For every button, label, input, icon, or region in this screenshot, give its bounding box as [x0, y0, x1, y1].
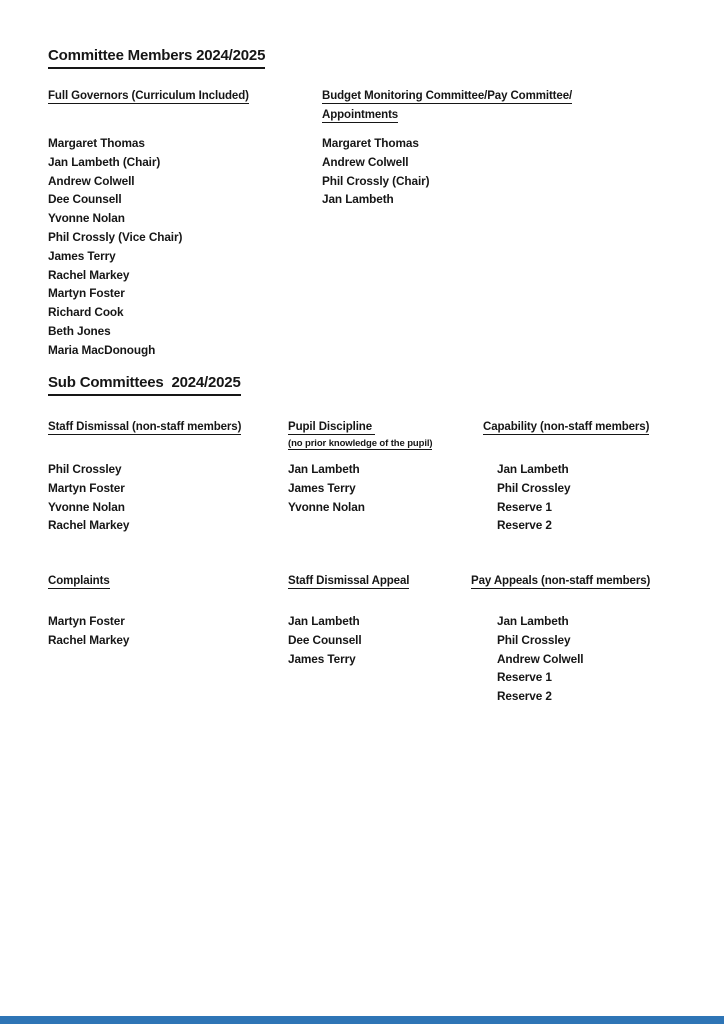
member-name: Phil Crossley — [497, 632, 571, 647]
member-name: Phil Crossly (Vice Chair) — [48, 229, 183, 244]
member-name: Jan Lambeth — [322, 192, 394, 207]
staff-dismissal-heading: Staff Dismissal (non-staff members) — [48, 418, 241, 437]
member-name: Richard Cook — [48, 305, 124, 320]
member-name: Phil Crossly (Chair) — [322, 173, 430, 188]
member-name: Rachel Markey — [48, 632, 130, 647]
member-name: James Terry — [288, 480, 356, 495]
member-name: Phil Crossley — [48, 462, 122, 476]
capability-heading: Capability (non-staff members) — [483, 418, 649, 437]
full-governors-members — [48, 134, 182, 360]
footer-bar — [0, 1016, 724, 1024]
member-name: Reserve 1 — [497, 670, 552, 685]
pupil-discipline-heading: Pupil Discipline (no prior knowledge of the pupil) — [288, 418, 432, 451]
capability-members — [497, 460, 570, 535]
member-name: Martyn Foster — [48, 480, 125, 495]
member-name: Jan Lambeth — [497, 614, 569, 628]
complaints-members — [48, 612, 129, 650]
full-governors-heading: Full Governors (Curriculum Included) — [48, 87, 249, 106]
pupil-discipline-members — [288, 460, 365, 516]
member-name: Jan Lambeth — [288, 462, 360, 476]
member-name: Rachel Markey — [48, 267, 130, 282]
member-name: Yvonne Nolan — [48, 499, 125, 514]
member-name: Margaret Thomas — [322, 136, 419, 150]
staff-dismissal-members — [48, 460, 129, 535]
sub-committees-title: Sub Committees 2024/2025 — [48, 373, 241, 396]
member-name: Reserve 1 — [497, 499, 552, 514]
member-name: Beth Jones — [48, 323, 111, 338]
member-name: Jan Lambeth (Chair) — [48, 154, 161, 169]
complaints-heading: Complaints — [48, 572, 110, 591]
staff-dismissal-appeal-heading: Staff Dismissal Appeal — [288, 572, 409, 591]
member-name: Andrew Colwell — [497, 651, 584, 666]
member-name: Margaret Thomas — [48, 136, 145, 150]
budget-committee-heading: Budget Monitoring Committee/Pay Committee/ Appointments — [322, 87, 572, 125]
budget-committee-members — [322, 134, 429, 209]
member-name: Dee Counsell — [48, 192, 122, 207]
member-name: Reserve 2 — [497, 518, 552, 533]
member-name: Yvonne Nolan — [48, 211, 125, 226]
member-name: Martyn Foster — [48, 614, 125, 628]
member-name: Rachel Markey — [48, 518, 130, 533]
member-name: Phil Crossley — [497, 480, 571, 495]
member-name: Andrew Colwell — [48, 173, 135, 188]
pupil-discipline-note: (no prior knowledge of the pupil) — [288, 437, 433, 449]
member-name: Jan Lambeth — [497, 462, 569, 476]
member-name: Martyn Foster — [48, 286, 125, 301]
member-name: James Terry — [288, 651, 356, 666]
staff-dismissal-appeal-members — [288, 612, 362, 668]
member-name: Yvonne Nolan — [288, 499, 365, 514]
page-title: Committee Members 2024/2025 — [48, 46, 265, 69]
member-name: Jan Lambeth — [288, 614, 360, 628]
member-name: James Terry — [48, 248, 116, 263]
member-name: Dee Counsell — [288, 632, 362, 647]
pay-appeals-members — [497, 612, 583, 706]
member-name: Andrew Colwell — [322, 154, 409, 169]
pay-appeals-heading: Pay Appeals (non-staff members) — [471, 572, 650, 591]
member-name: Maria MacDonough — [48, 342, 156, 357]
member-name: Reserve 2 — [497, 689, 552, 704]
